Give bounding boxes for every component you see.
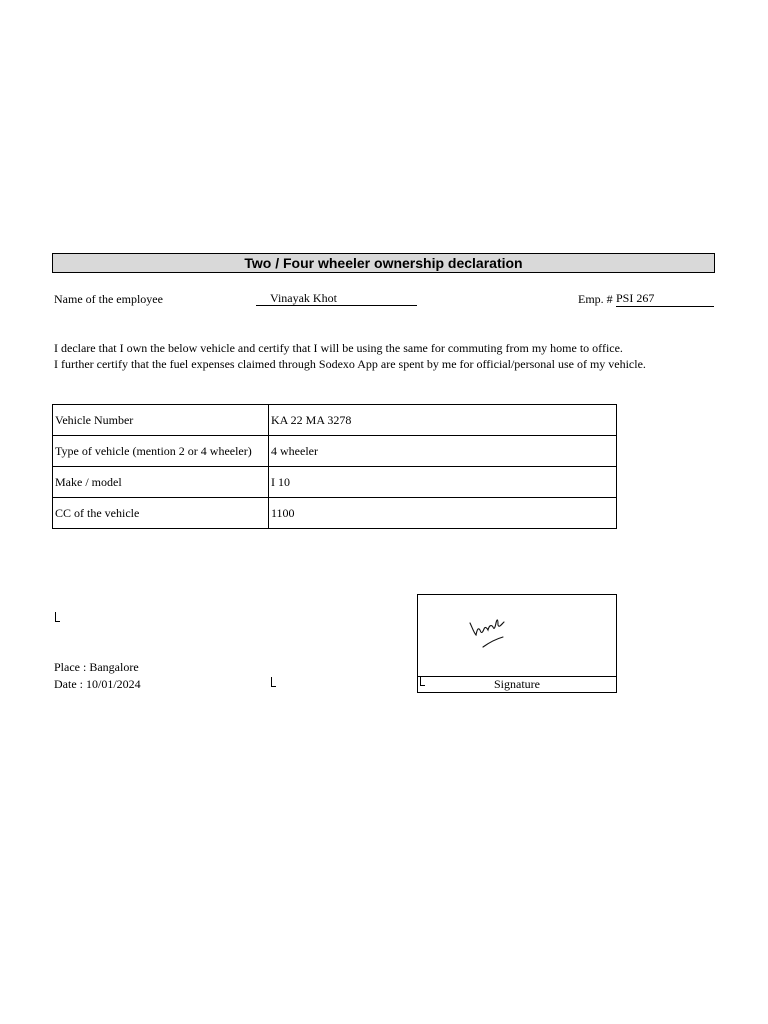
vehicle-details-table bbox=[52, 404, 617, 529]
employee-name-label: Name of the employee bbox=[54, 292, 163, 306]
form-title: Two / Four wheeler ownership declaration bbox=[52, 253, 715, 273]
emp-number-field: PSI 267 bbox=[616, 291, 714, 307]
place-line bbox=[54, 660, 139, 674]
signature-box bbox=[417, 594, 617, 693]
declaration-line-2: I further certify that the fuel expenses claimed through Sodexo App are spent by me for official/personal use of my vehicle. bbox=[54, 357, 646, 371]
emp-number-label: Emp. # bbox=[578, 292, 613, 306]
signature-label: Signature bbox=[418, 676, 616, 692]
date-value: 10/01/2024 bbox=[86, 677, 141, 691]
vehicle-type-label: Type of vehicle (mention 2 or 4 wheeler) bbox=[53, 436, 269, 467]
vehicle-number-label: Vehicle Number bbox=[53, 405, 269, 436]
declaration-line-1: I declare that I own the below vehicle and certify that I will be using the same for commuting from my home to office. bbox=[54, 341, 623, 355]
table-row bbox=[53, 467, 617, 498]
cc-value: 1100 bbox=[269, 498, 617, 529]
corner-mark-icon bbox=[55, 612, 60, 622]
vehicle-number-value: KA 22 MA 3278 bbox=[269, 405, 617, 436]
place-label: Place : bbox=[54, 660, 87, 674]
table-row bbox=[53, 405, 617, 436]
date-label: Date : bbox=[54, 677, 83, 691]
table-row bbox=[53, 498, 617, 529]
handwritten-signature-icon bbox=[468, 613, 513, 648]
vehicle-type-value: 4 wheeler bbox=[269, 436, 617, 467]
table-row bbox=[53, 436, 617, 467]
corner-mark-icon bbox=[271, 677, 276, 687]
cc-label: CC of the vehicle bbox=[53, 498, 269, 529]
employee-name-field: Vinayak Khot bbox=[256, 291, 417, 306]
make-model-label: Make / model bbox=[53, 467, 269, 498]
place-value: Bangalore bbox=[89, 660, 139, 674]
make-model-value: I 10 bbox=[269, 467, 617, 498]
date-line bbox=[54, 677, 141, 691]
